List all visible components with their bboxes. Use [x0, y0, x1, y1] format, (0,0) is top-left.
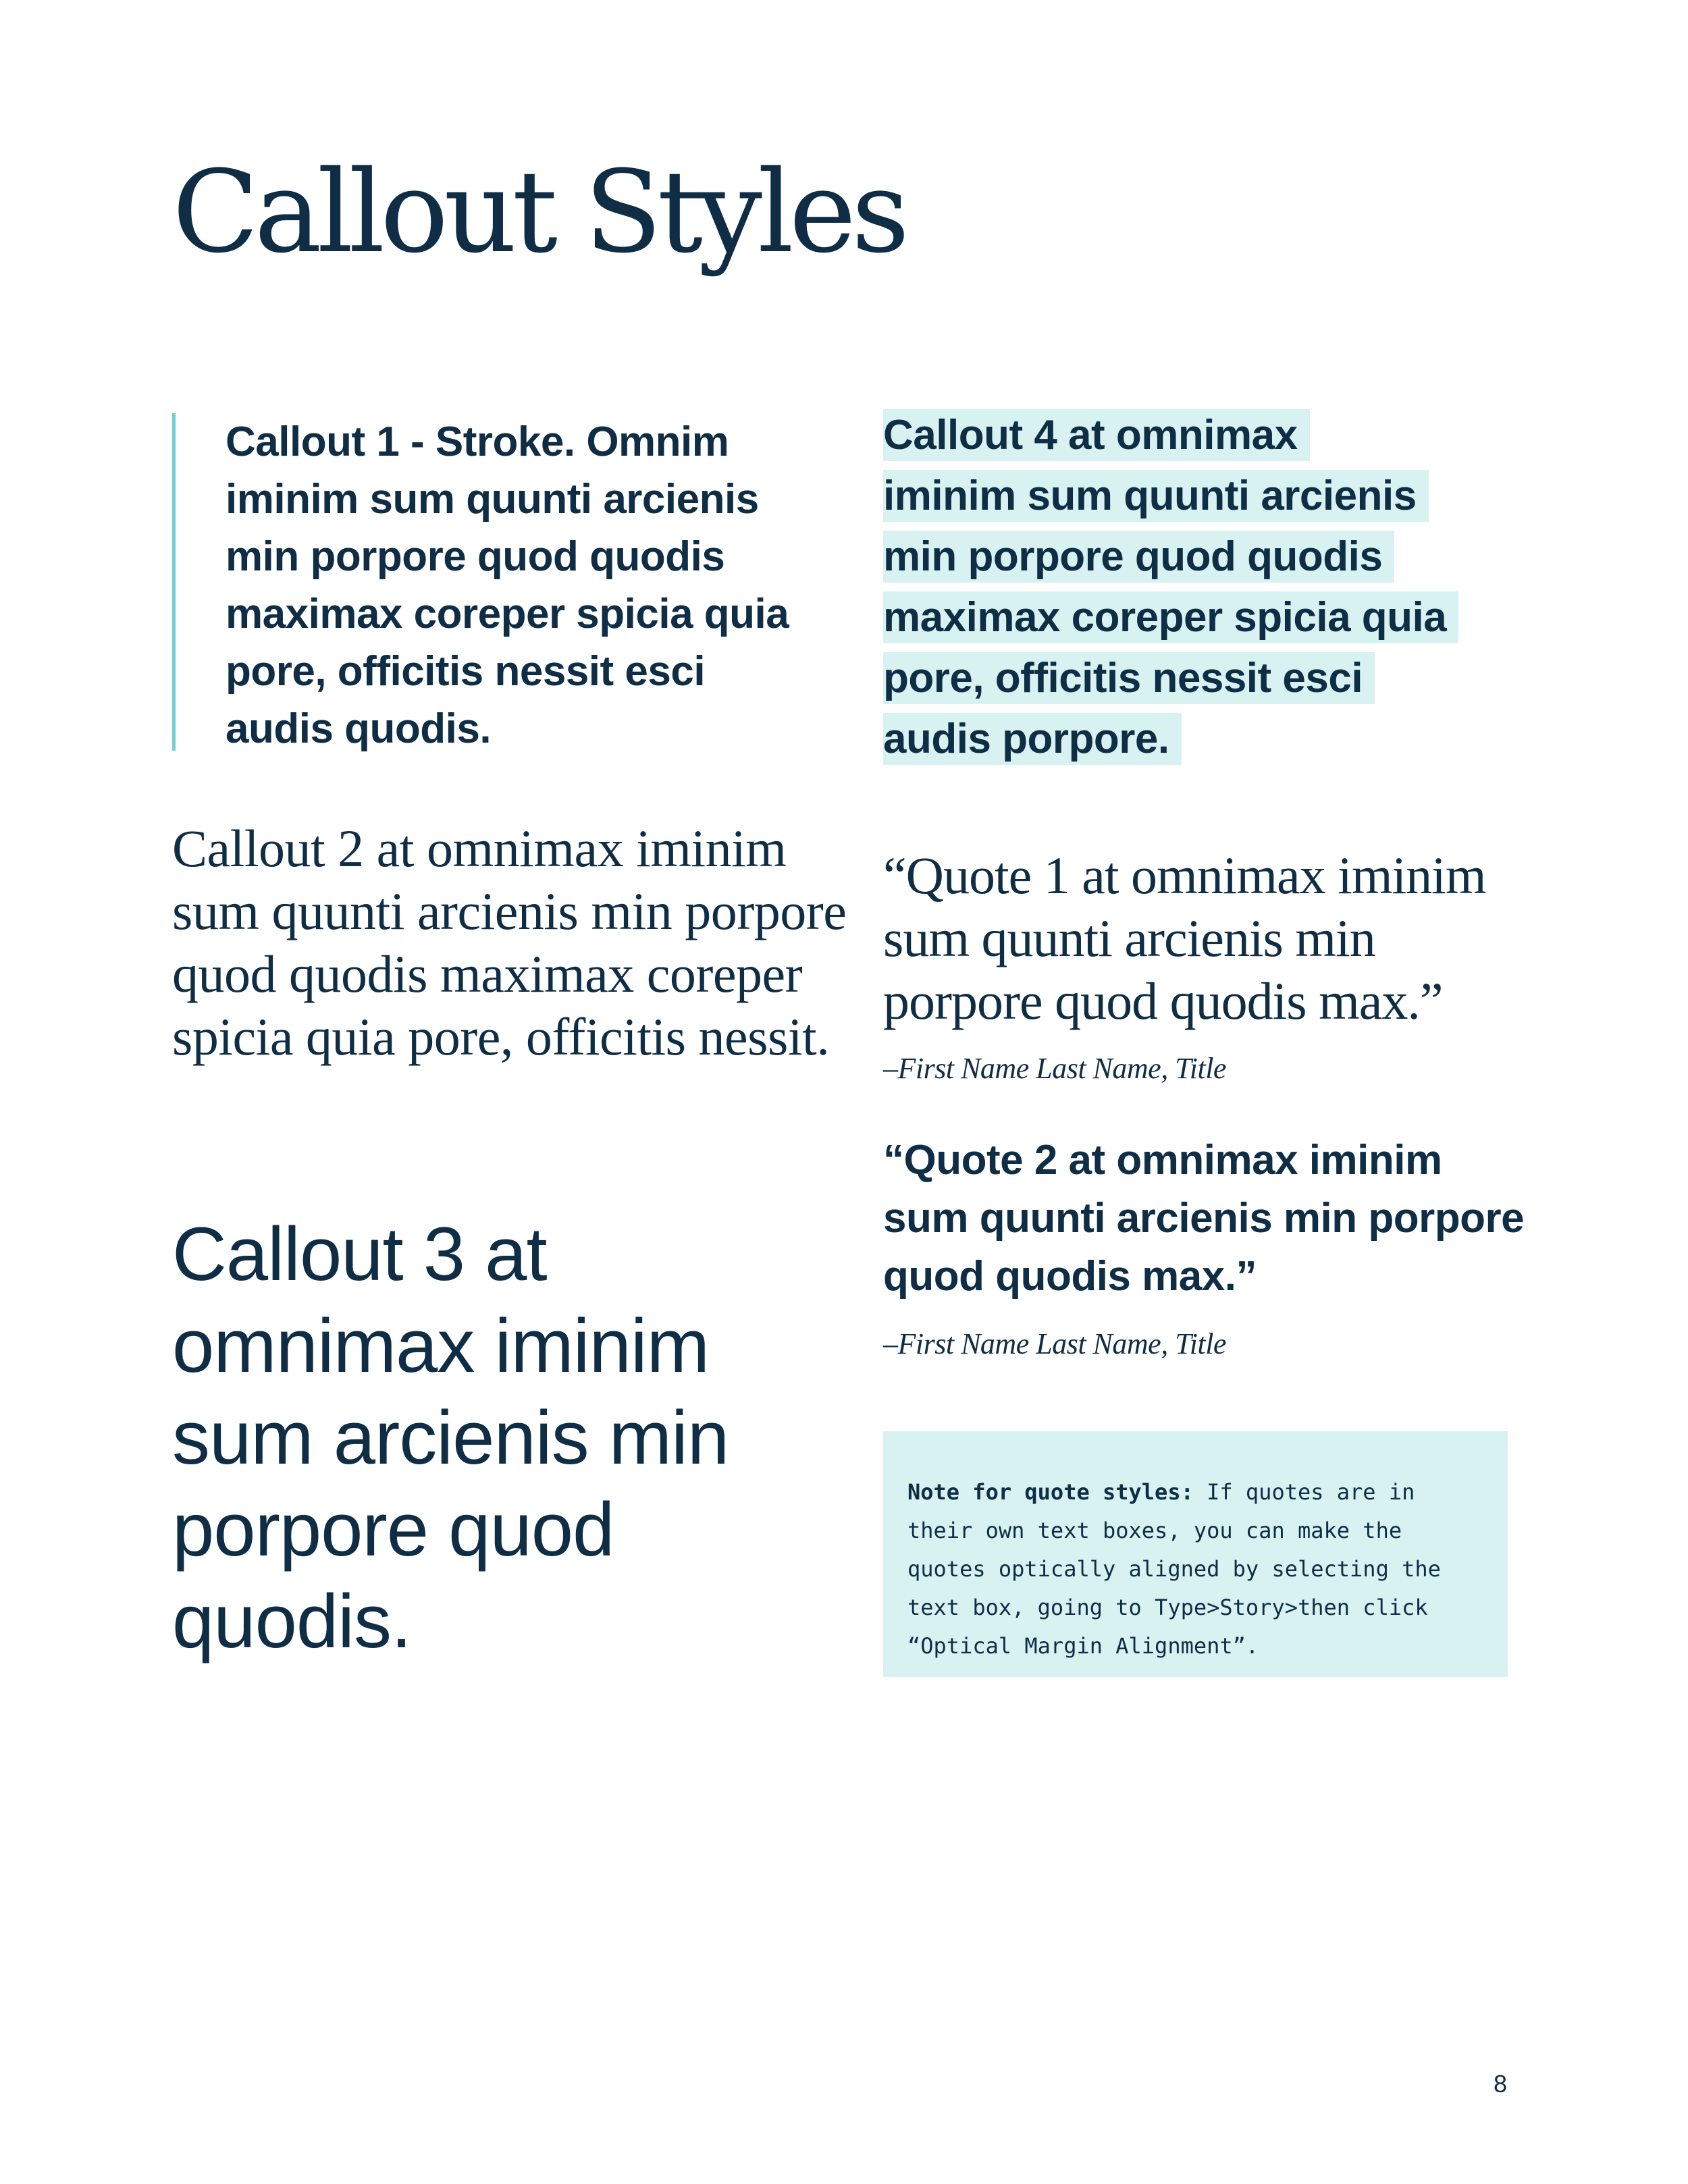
- callout-3-large: Callout 3 at omnimax iminim sum arcienis min porpore quod quodis.: [172, 1212, 729, 1663]
- callout-4-highlight: [883, 405, 1518, 770]
- callout-4-line: maximax coreper spicia quia: [883, 591, 1458, 643]
- callout-4-line: min porpore quod quodis: [883, 531, 1394, 583]
- quote-1: “Quote 1 at omnimax iminim sum quunti arcienis min porpore quod quodis max.”: [883, 846, 1486, 1030]
- callout-1-stroke: Callout 1 - Stroke. Omnim iminim sum quunti arcienis min porpore quod quodis maximax coreper spicia quia pore, officitis nessit esci audis quodis.: [172, 413, 814, 751]
- quote-2-attribution: –First Name Last Name, Title: [883, 1327, 1226, 1360]
- callout-4-line: audis porpore.: [883, 713, 1182, 765]
- page-title: Callout Styles: [172, 146, 905, 278]
- note-box: [883, 1431, 1508, 1677]
- callout-2-serif: Callout 2 at omnimax iminim sum quunti arcienis min porpore quod quodis maximax coreper spicia quia pore, officitis nessit.: [172, 819, 847, 1066]
- quote-1-attribution: –First Name Last Name, Title: [883, 1052, 1226, 1085]
- note-text: If quotes are in their own text boxes, you can make the quotes optically aligned by selecting the text box, going to Type>Story>then click “Optical Margin Alignment”.: [907, 1479, 1441, 1659]
- quote-2: “Quote 2 at omnimax iminim sum quunti arcienis min porpore quod quodis max.”: [883, 1137, 1525, 1300]
- callout-4-line: iminim sum quunti arcienis: [883, 470, 1429, 522]
- callout-4-line: Callout 4 at omnimax: [883, 409, 1310, 461]
- page-number: 8: [1493, 2070, 1507, 2098]
- callout-4-line: pore, officitis nessit esci: [883, 652, 1375, 704]
- note-label: Note for quote styles:: [907, 1479, 1194, 1505]
